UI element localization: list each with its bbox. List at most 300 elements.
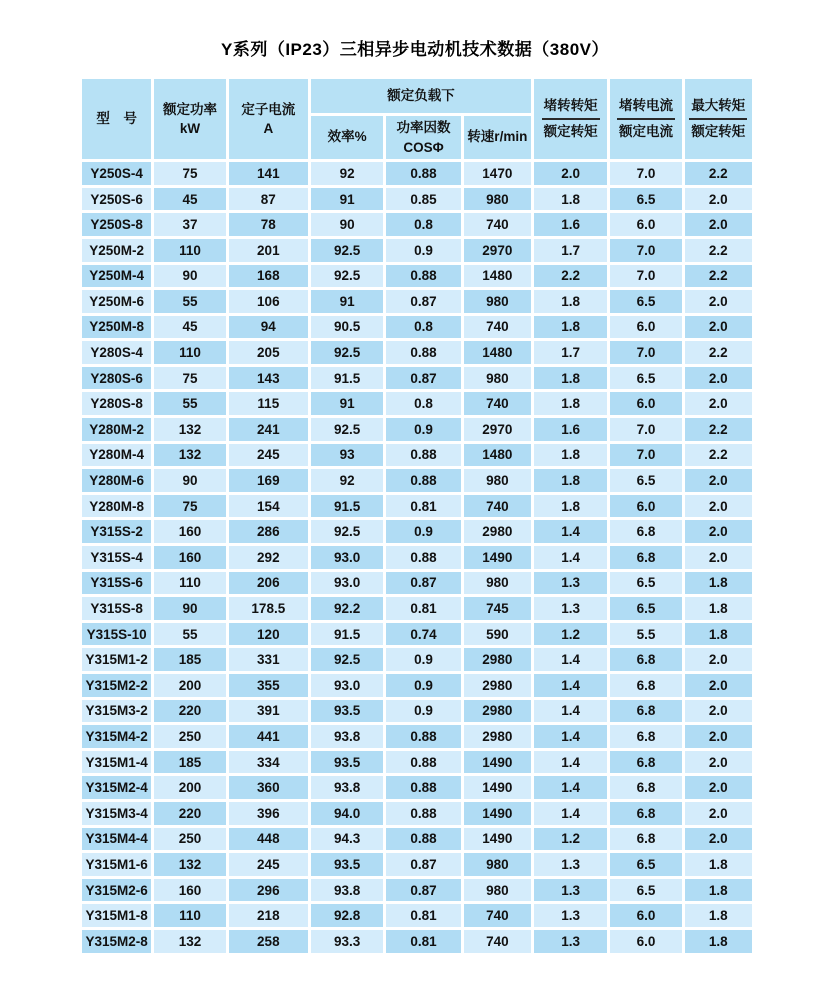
- table-row: [82, 188, 752, 211]
- cell-efficiency-pct: 93.0: [311, 546, 383, 569]
- cell-model: Y250S-6: [82, 188, 151, 211]
- cell-max-torque-ratio: 2.2: [685, 162, 752, 185]
- cell-locked-current-ratio: 6.8: [610, 648, 681, 671]
- table-row: [82, 597, 752, 620]
- table-row: [82, 392, 752, 415]
- cell-rated-power-kw: 45: [154, 316, 225, 339]
- table-row: [82, 546, 752, 569]
- cell-locked-current-ratio: 6.8: [610, 700, 681, 723]
- col-header-speed: [464, 116, 531, 159]
- cell-locked-current-ratio: 6.8: [610, 776, 681, 799]
- cell-power-factor-cos: 0.88: [386, 828, 460, 851]
- cell-power-factor-cos: 0.81: [386, 904, 460, 927]
- table-row: [82, 520, 752, 543]
- cell-locked-current-ratio: 6.0: [610, 930, 681, 953]
- col-header-stator-current: [229, 79, 308, 159]
- cell-power-factor-cos: 0.87: [386, 290, 460, 313]
- cell-model: Y280S-6: [82, 367, 151, 390]
- cell-rated-power-kw: 110: [154, 341, 225, 364]
- cell-locked-torque-ratio: 1.4: [534, 725, 607, 748]
- table-row: [82, 700, 752, 723]
- cell-max-torque-ratio: 2.0: [685, 725, 752, 748]
- cell-locked-torque-ratio: 1.3: [534, 904, 607, 927]
- cell-locked-torque-ratio: 1.3: [534, 597, 607, 620]
- cell-locked-current-ratio: 7.0: [610, 444, 681, 467]
- cell-model: Y315M3-2: [82, 700, 151, 723]
- cell-efficiency-pct: 94.3: [311, 828, 383, 851]
- cell-locked-torque-ratio: 1.4: [534, 520, 607, 543]
- cell-locked-torque-ratio: 1.8: [534, 444, 607, 467]
- cell-speed-rpm: 980: [464, 572, 531, 595]
- stator-current-unit: A: [263, 121, 274, 137]
- cell-efficiency-pct: 93.8: [311, 776, 383, 799]
- cell-locked-current-ratio: 6.5: [610, 597, 681, 620]
- cell-stator-current-a: 143: [229, 367, 308, 390]
- cell-model: Y315S-6: [82, 572, 151, 595]
- cell-locked-torque-ratio: 1.4: [534, 802, 607, 825]
- cell-model: Y250M-2: [82, 239, 151, 262]
- cell-rated-power-kw: 75: [154, 162, 225, 185]
- cell-locked-current-ratio: 6.5: [610, 367, 681, 390]
- cell-locked-torque-ratio: 1.8: [534, 188, 607, 211]
- table-row: [82, 495, 752, 518]
- cell-rated-power-kw: 160: [154, 520, 225, 543]
- cell-locked-current-ratio: 7.0: [610, 265, 681, 288]
- cell-locked-current-ratio: 6.0: [610, 316, 681, 339]
- table-row: [82, 879, 752, 902]
- cell-efficiency-pct: 92.2: [311, 597, 383, 620]
- cell-locked-current-ratio: 6.8: [610, 828, 681, 851]
- cell-efficiency-pct: 92.5: [311, 341, 383, 364]
- cell-power-factor-cos: 0.88: [386, 546, 460, 569]
- cell-locked-current-ratio: 6.0: [610, 495, 681, 518]
- cell-speed-rpm: 2970: [464, 239, 531, 262]
- cell-speed-rpm: 2980: [464, 520, 531, 543]
- cell-rated-power-kw: 250: [154, 828, 225, 851]
- cell-speed-rpm: 745: [464, 597, 531, 620]
- cell-stator-current-a: 87: [229, 188, 308, 211]
- cell-efficiency-pct: 92.5: [311, 265, 383, 288]
- cell-max-torque-ratio: 1.8: [685, 623, 752, 646]
- cell-power-factor-cos: 0.88: [386, 725, 460, 748]
- cell-model: Y315M2-2: [82, 674, 151, 697]
- cell-stator-current-a: 115: [229, 392, 308, 415]
- cell-speed-rpm: 2970: [464, 418, 531, 441]
- col-header-model-label: 型 号: [96, 110, 137, 126]
- cell-locked-current-ratio: 6.5: [610, 188, 681, 211]
- cell-efficiency-pct: 91.5: [311, 623, 383, 646]
- cell-max-torque-ratio: 2.0: [685, 648, 752, 671]
- cell-rated-power-kw: 160: [154, 546, 225, 569]
- cell-speed-rpm: 1490: [464, 546, 531, 569]
- cell-power-factor-cos: 0.85: [386, 188, 460, 211]
- cell-stator-current-a: 245: [229, 444, 308, 467]
- power-factor-unit: COSΦ: [403, 139, 444, 155]
- cell-model: Y280M-8: [82, 495, 151, 518]
- cell-stator-current-a: 201: [229, 239, 308, 262]
- cell-locked-torque-ratio: 2.0: [534, 162, 607, 185]
- cell-power-factor-cos: 0.88: [386, 265, 460, 288]
- cell-model: Y315S-4: [82, 546, 151, 569]
- cell-efficiency-pct: 91: [311, 392, 383, 415]
- table-row: [82, 367, 752, 390]
- cell-efficiency-pct: 93: [311, 444, 383, 467]
- cell-stator-current-a: 141: [229, 162, 308, 185]
- cell-locked-torque-ratio: 1.4: [534, 751, 607, 774]
- cell-locked-current-ratio: 6.8: [610, 751, 681, 774]
- cell-locked-torque-ratio: 1.8: [534, 367, 607, 390]
- table-row: [82, 725, 752, 748]
- cell-rated-power-kw: 220: [154, 802, 225, 825]
- cell-max-torque-ratio: 2.2: [685, 418, 752, 441]
- cell-model: Y315M2-4: [82, 776, 151, 799]
- cell-speed-rpm: 1480: [464, 444, 531, 467]
- cell-speed-rpm: 2980: [464, 648, 531, 671]
- table-row: [82, 802, 752, 825]
- table-row: [82, 265, 752, 288]
- table-body: [82, 162, 752, 952]
- cell-rated-power-kw: 90: [154, 469, 225, 492]
- cell-locked-current-ratio: 5.5: [610, 623, 681, 646]
- cell-max-torque-ratio: 2.2: [685, 341, 752, 364]
- cell-efficiency-pct: 92.5: [311, 648, 383, 671]
- cell-stator-current-a: 94: [229, 316, 308, 339]
- col-header-rated-power: [154, 79, 225, 159]
- cell-max-torque-ratio: 2.0: [685, 546, 752, 569]
- cell-model: Y315M1-8: [82, 904, 151, 927]
- cell-locked-current-ratio: 6.5: [610, 572, 681, 595]
- cell-efficiency-pct: 93.0: [311, 572, 383, 595]
- cell-power-factor-cos: 0.9: [386, 239, 460, 262]
- cell-model: Y280S-8: [82, 392, 151, 415]
- cell-speed-rpm: 980: [464, 879, 531, 902]
- cell-power-factor-cos: 0.87: [386, 853, 460, 876]
- cell-model: Y280M-6: [82, 469, 151, 492]
- cell-rated-power-kw: 200: [154, 776, 225, 799]
- cell-stator-current-a: 448: [229, 828, 308, 851]
- cell-locked-current-ratio: 6.0: [610, 213, 681, 236]
- cell-efficiency-pct: 92.5: [311, 418, 383, 441]
- cell-model: Y250M-6: [82, 290, 151, 313]
- table-row: [82, 213, 752, 236]
- cell-speed-rpm: 740: [464, 316, 531, 339]
- cell-locked-current-ratio: 6.0: [610, 904, 681, 927]
- cell-speed-rpm: 1480: [464, 265, 531, 288]
- max-torque-denominator: 额定转矩: [691, 124, 746, 140]
- cell-stator-current-a: 286: [229, 520, 308, 543]
- cell-efficiency-pct: 93.5: [311, 700, 383, 723]
- cell-power-factor-cos: 0.9: [386, 648, 460, 671]
- cell-efficiency-pct: 93.5: [311, 853, 383, 876]
- cell-stator-current-a: 331: [229, 648, 308, 671]
- cell-max-torque-ratio: 1.8: [685, 930, 752, 953]
- cell-max-torque-ratio: 2.0: [685, 802, 752, 825]
- cell-locked-torque-ratio: 1.8: [534, 495, 607, 518]
- table-row: [82, 444, 752, 467]
- cell-power-factor-cos: 0.88: [386, 751, 460, 774]
- cell-rated-power-kw: 55: [154, 623, 225, 646]
- cell-power-factor-cos: 0.88: [386, 802, 460, 825]
- cell-max-torque-ratio: 2.0: [685, 520, 752, 543]
- table-row: [82, 751, 752, 774]
- cell-speed-rpm: 980: [464, 853, 531, 876]
- cell-max-torque-ratio: 2.0: [685, 392, 752, 415]
- rated-power-unit: kW: [179, 121, 201, 137]
- cell-power-factor-cos: 0.74: [386, 623, 460, 646]
- cell-stator-current-a: 258: [229, 930, 308, 953]
- cell-max-torque-ratio: 2.0: [685, 188, 752, 211]
- cell-stator-current-a: 206: [229, 572, 308, 595]
- cell-rated-power-kw: 55: [154, 392, 225, 415]
- cell-stator-current-a: 168: [229, 265, 308, 288]
- cell-power-factor-cos: 0.9: [386, 700, 460, 723]
- cell-locked-torque-ratio: 1.6: [534, 213, 607, 236]
- cell-stator-current-a: 120: [229, 623, 308, 646]
- cell-locked-current-ratio: 6.8: [610, 802, 681, 825]
- cell-max-torque-ratio: 2.0: [685, 776, 752, 799]
- cell-model: Y315M1-6: [82, 853, 151, 876]
- cell-rated-power-kw: 45: [154, 188, 225, 211]
- cell-locked-torque-ratio: 1.3: [534, 930, 607, 953]
- cell-stator-current-a: 241: [229, 418, 308, 441]
- cell-rated-power-kw: 75: [154, 367, 225, 390]
- cell-rated-power-kw: 160: [154, 879, 225, 902]
- cell-power-factor-cos: 0.8: [386, 392, 460, 415]
- cell-stator-current-a: 169: [229, 469, 308, 492]
- cell-model: Y315M2-8: [82, 930, 151, 953]
- cell-rated-power-kw: 110: [154, 239, 225, 262]
- cell-max-torque-ratio: 1.8: [685, 572, 752, 595]
- cell-model: Y250S-4: [82, 162, 151, 185]
- cell-stator-current-a: 360: [229, 776, 308, 799]
- table-row: [82, 290, 752, 313]
- cell-speed-rpm: 740: [464, 904, 531, 927]
- table-row: [82, 341, 752, 364]
- cell-locked-current-ratio: 6.8: [610, 674, 681, 697]
- cell-efficiency-pct: 93.8: [311, 725, 383, 748]
- cell-locked-torque-ratio: 1.7: [534, 239, 607, 262]
- cell-stator-current-a: 441: [229, 725, 308, 748]
- cell-rated-power-kw: 185: [154, 751, 225, 774]
- rated-load-group-label2: 额定负载下: [387, 87, 455, 103]
- cell-speed-rpm: 1470: [464, 162, 531, 185]
- cell-efficiency-pct: 93.0: [311, 674, 383, 697]
- cell-model: Y315M4-4: [82, 828, 151, 851]
- cell-model: Y315S-10: [82, 623, 151, 646]
- cell-model: Y250S-8: [82, 213, 151, 236]
- cell-locked-torque-ratio: 1.4: [534, 674, 607, 697]
- stator-current-label: 定子电流: [241, 101, 296, 117]
- cell-speed-rpm: 740: [464, 392, 531, 415]
- cell-efficiency-pct: 92.5: [311, 520, 383, 543]
- cell-locked-current-ratio: 6.8: [610, 725, 681, 748]
- table-row: [82, 853, 752, 876]
- cell-locked-torque-ratio: 1.3: [534, 879, 607, 902]
- cell-model: Y315M2-6: [82, 879, 151, 902]
- max-torque-numerator: 最大转矩: [689, 97, 747, 120]
- cell-speed-rpm: 740: [464, 495, 531, 518]
- cell-speed-rpm: 1490: [464, 751, 531, 774]
- cell-locked-current-ratio: 6.5: [610, 469, 681, 492]
- cell-locked-torque-ratio: 1.4: [534, 546, 607, 569]
- cell-rated-power-kw: 185: [154, 648, 225, 671]
- cell-rated-power-kw: 37: [154, 213, 225, 236]
- cell-rated-power-kw: 132: [154, 930, 225, 953]
- cell-locked-current-ratio: 7.0: [610, 418, 681, 441]
- cell-speed-rpm: 1490: [464, 802, 531, 825]
- table-row: [82, 776, 752, 799]
- cell-locked-torque-ratio: 1.8: [534, 316, 607, 339]
- cell-efficiency-pct: 93.8: [311, 879, 383, 902]
- cell-power-factor-cos: 0.87: [386, 572, 460, 595]
- cell-locked-torque-ratio: 1.6: [534, 418, 607, 441]
- cell-efficiency-pct: 91.5: [311, 367, 383, 390]
- cell-locked-torque-ratio: 1.3: [534, 853, 607, 876]
- cell-efficiency-pct: 94.0: [311, 802, 383, 825]
- cell-efficiency-pct: 92.8: [311, 904, 383, 927]
- cell-efficiency-pct: 93.3: [311, 930, 383, 953]
- col-header-locked-current-ratio: [610, 79, 681, 159]
- cell-efficiency-pct: 92: [311, 162, 383, 185]
- cell-power-factor-cos: 0.88: [386, 776, 460, 799]
- cell-locked-torque-ratio: 1.8: [534, 290, 607, 313]
- cell-max-torque-ratio: 2.0: [685, 290, 752, 313]
- cell-power-factor-cos: 0.9: [386, 520, 460, 543]
- cell-model: Y250M-4: [82, 265, 151, 288]
- cell-stator-current-a: 334: [229, 751, 308, 774]
- cell-speed-rpm: 980: [464, 367, 531, 390]
- cell-power-factor-cos: 0.87: [386, 879, 460, 902]
- cell-power-factor-cos: 0.81: [386, 930, 460, 953]
- cell-max-torque-ratio: 2.0: [685, 700, 752, 723]
- motor-spec-table: [79, 76, 755, 956]
- cell-max-torque-ratio: 1.8: [685, 879, 752, 902]
- efficiency-label: 效率%: [327, 129, 367, 145]
- cell-max-torque-ratio: 2.0: [685, 674, 752, 697]
- cell-efficiency-pct: 92.5: [311, 239, 383, 262]
- cell-speed-rpm: 980: [464, 188, 531, 211]
- cell-max-torque-ratio: 2.0: [685, 828, 752, 851]
- cell-power-factor-cos: 0.88: [386, 469, 460, 492]
- cell-stator-current-a: 178.5: [229, 597, 308, 620]
- cell-model: Y315M3-4: [82, 802, 151, 825]
- col-header-rated-load-group: [311, 79, 531, 113]
- col-header-max-torque-ratio: [685, 79, 752, 159]
- cell-speed-rpm: 2980: [464, 725, 531, 748]
- cell-locked-torque-ratio: 1.3: [534, 572, 607, 595]
- cell-max-torque-ratio: 2.0: [685, 751, 752, 774]
- table-row: [82, 418, 752, 441]
- cell-speed-rpm: 590: [464, 623, 531, 646]
- cell-stator-current-a: 154: [229, 495, 308, 518]
- cell-efficiency-pct: 91.5: [311, 495, 383, 518]
- cell-efficiency-pct: 92: [311, 469, 383, 492]
- cell-power-factor-cos: 0.8: [386, 213, 460, 236]
- cell-locked-torque-ratio: 1.2: [534, 828, 607, 851]
- locked-current-denominator: 额定电流: [618, 124, 673, 140]
- col-header-locked-torque-ratio: [534, 79, 607, 159]
- cell-stator-current-a: 78: [229, 213, 308, 236]
- cell-model: Y250M-8: [82, 316, 151, 339]
- cell-speed-rpm: 2980: [464, 700, 531, 723]
- cell-stator-current-a: 355: [229, 674, 308, 697]
- cell-speed-rpm: 2980: [464, 674, 531, 697]
- col-header-model: [82, 79, 151, 159]
- cell-power-factor-cos: 0.9: [386, 418, 460, 441]
- cell-model: Y315M1-2: [82, 648, 151, 671]
- cell-rated-power-kw: 250: [154, 725, 225, 748]
- cell-max-torque-ratio: 2.2: [685, 265, 752, 288]
- cell-locked-current-ratio: 6.5: [610, 290, 681, 313]
- cell-model: Y315M1-4: [82, 751, 151, 774]
- cell-max-torque-ratio: 1.8: [685, 597, 752, 620]
- cell-power-factor-cos: 0.87: [386, 367, 460, 390]
- cell-stator-current-a: 205: [229, 341, 308, 364]
- cell-speed-rpm: 740: [464, 213, 531, 236]
- cell-power-factor-cos: 0.88: [386, 444, 460, 467]
- cell-max-torque-ratio: 2.2: [685, 444, 752, 467]
- table-row: [82, 930, 752, 953]
- cell-locked-current-ratio: 7.0: [610, 341, 681, 364]
- cell-rated-power-kw: 90: [154, 597, 225, 620]
- cell-locked-current-ratio: 6.0: [610, 392, 681, 415]
- cell-speed-rpm: 1480: [464, 341, 531, 364]
- cell-locked-current-ratio: 6.8: [610, 520, 681, 543]
- table-row: [82, 316, 752, 339]
- cell-max-torque-ratio: 2.0: [685, 367, 752, 390]
- cell-power-factor-cos: 0.81: [386, 495, 460, 518]
- cell-max-torque-ratio: 2.2: [685, 239, 752, 262]
- cell-speed-rpm: 980: [464, 469, 531, 492]
- locked-torque-numerator: 堵转转矩: [542, 97, 600, 120]
- cell-power-factor-cos: 0.8: [386, 316, 460, 339]
- cell-stator-current-a: 396: [229, 802, 308, 825]
- cell-model: Y280M-4: [82, 444, 151, 467]
- power-factor-label: 功率因数: [396, 120, 451, 135]
- cell-locked-torque-ratio: 1.8: [534, 469, 607, 492]
- cell-max-torque-ratio: 1.8: [685, 904, 752, 927]
- cell-model: Y315M4-2: [82, 725, 151, 748]
- cell-power-factor-cos: 0.88: [386, 162, 460, 185]
- cell-rated-power-kw: 110: [154, 572, 225, 595]
- cell-speed-rpm: 1490: [464, 828, 531, 851]
- cell-stator-current-a: 296: [229, 879, 308, 902]
- table-row: [82, 162, 752, 185]
- table-row: [82, 674, 752, 697]
- table-header: [82, 79, 752, 159]
- cell-locked-torque-ratio: 1.4: [534, 700, 607, 723]
- table-row: [82, 572, 752, 595]
- cell-speed-rpm: 1490: [464, 776, 531, 799]
- cell-rated-power-kw: 200: [154, 674, 225, 697]
- table-row: [82, 648, 752, 671]
- cell-power-factor-cos: 0.88: [386, 341, 460, 364]
- cell-locked-current-ratio: 6.5: [610, 879, 681, 902]
- cell-speed-rpm: 980: [464, 290, 531, 313]
- table-row: [82, 239, 752, 262]
- header-row-group: [82, 79, 752, 113]
- cell-efficiency-pct: 91: [311, 188, 383, 211]
- table-row: [82, 469, 752, 492]
- cell-efficiency-pct: 93.5: [311, 751, 383, 774]
- cell-max-torque-ratio: 1.8: [685, 853, 752, 876]
- locked-current-numerator: 堵转电流: [617, 97, 675, 120]
- cell-rated-power-kw: 75: [154, 495, 225, 518]
- cell-efficiency-pct: 90.5: [311, 316, 383, 339]
- cell-model: Y280M-2: [82, 418, 151, 441]
- cell-rated-power-kw: 110: [154, 904, 225, 927]
- cell-model: Y315S-8: [82, 597, 151, 620]
